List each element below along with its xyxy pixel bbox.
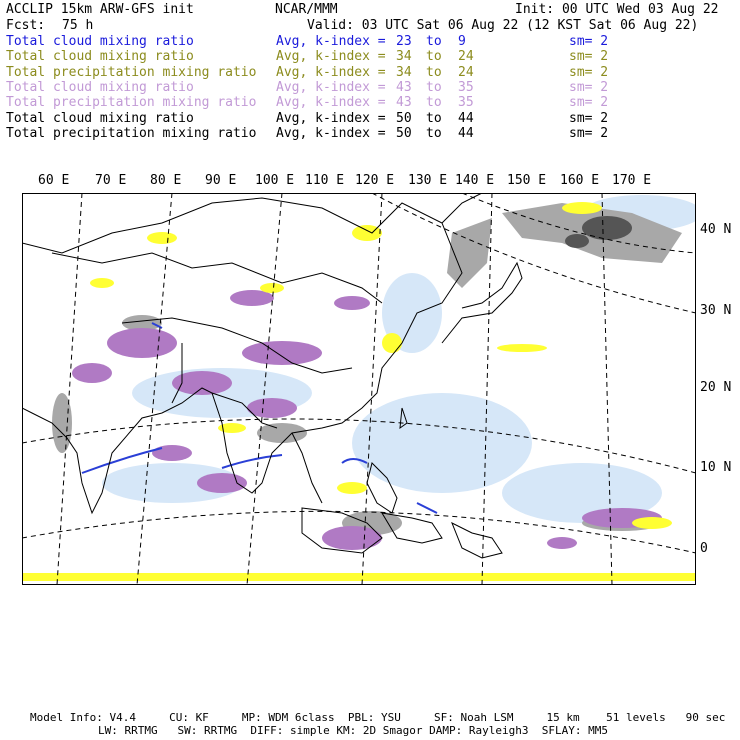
longitude-label: 100 E	[255, 173, 295, 188]
legend-avg-label: Avg, k-index =	[276, 110, 386, 126]
legend-field: Total precipitation mixing ratio	[6, 95, 257, 111]
legend-row	[6, 126, 736, 141]
legend-avg-label: Avg, k-index =	[276, 125, 386, 141]
longitude-label: 130 E	[408, 173, 448, 188]
longitude-label: 140 E	[455, 173, 495, 188]
legend-row	[6, 111, 736, 126]
forecast-label: Fcst:	[6, 18, 46, 33]
legend-k-from: 43	[396, 79, 412, 95]
longitude-label: 150 E	[507, 173, 547, 188]
valid-time: Valid: 03 UTC Sat 06 Aug 22 (12 KST Sat 06 Aug 22)	[307, 18, 699, 33]
legend-avg-label: Avg, k-index =	[276, 64, 386, 80]
legend-field: Total precipitation mixing ratio	[6, 64, 257, 80]
legend-k-to: 44	[458, 110, 474, 126]
longitude-label: 80 E	[150, 173, 182, 188]
latitude-label: 20 N	[700, 380, 732, 395]
latitude-label: 10 N	[700, 460, 732, 475]
legend-smoothing: sm= 2	[569, 64, 609, 80]
longitude-label: 120 E	[355, 173, 395, 188]
legend-row	[6, 65, 736, 80]
model-info-line1: Model Info: V4.4 CU: KF MP: WDM 6class PBL: YSU SF: Noah LSM 15 km 51 levels 90 sec	[30, 711, 726, 724]
legend-row	[6, 49, 736, 64]
forecast-hours: 75 h	[62, 18, 94, 33]
latitude-label: 30 N	[700, 303, 732, 318]
legend-k-to-word: to	[426, 110, 442, 126]
legend-avg-label: Avg, k-index =	[276, 49, 386, 65]
forecast-map	[22, 193, 696, 585]
legend-row	[6, 80, 736, 95]
legend-field: Total cloud mixing ratio	[6, 79, 194, 95]
model-title: ACCLIP 15km ARW-GFS init	[6, 2, 194, 17]
longitude-label: 160 E	[560, 173, 600, 188]
legend-k-from: 43	[396, 95, 412, 111]
legend-k-to: 35	[458, 95, 474, 111]
longitude-label: 60 E	[38, 173, 70, 188]
legend-row	[6, 34, 736, 49]
legend-avg-label: Avg, k-index =	[276, 34, 386, 49]
longitude-label: 170 E	[612, 173, 652, 188]
legend-field: Total cloud mixing ratio	[6, 110, 194, 126]
legend-k-from: 50	[396, 125, 412, 141]
latitude-label: 0	[700, 541, 708, 556]
legend-smoothing: sm= 2	[569, 95, 609, 111]
legend-row	[6, 95, 736, 110]
legend-smoothing: sm= 2	[569, 110, 609, 126]
legend-k-to-word: to	[426, 95, 442, 111]
longitude-label: 90 E	[205, 173, 237, 188]
legend-k-to: 44	[458, 125, 474, 141]
legend-smoothing: sm= 2	[569, 125, 609, 141]
legend-k-to: 24	[458, 64, 474, 80]
legend-k-to: 35	[458, 79, 474, 95]
legend-k-from: 50	[396, 110, 412, 126]
legend-k-from: 23	[396, 34, 412, 49]
legend-field: Total precipitation mixing ratio	[6, 125, 257, 141]
legend-k-to-word: to	[426, 64, 442, 80]
model-info-line2: LW: RRTMG SW: RRTMG DIFF: simple KM: 2D Smagor DAMP: Rayleigh3 SFLAY: MM5	[98, 724, 608, 737]
legend-k-to: 9	[458, 34, 466, 49]
center-name: NCAR/MMM	[275, 2, 338, 17]
init-time: Init: 00 UTC Wed 03 Aug 22	[515, 2, 719, 17]
legend-k-to-word: to	[426, 34, 442, 49]
longitude-label: 110 E	[305, 173, 345, 188]
legend-smoothing: sm= 2	[569, 34, 609, 49]
longitude-label: 70 E	[95, 173, 127, 188]
legend-k-from: 34	[396, 64, 412, 80]
legend-k-to-word: to	[426, 49, 442, 65]
legend-k-to-word: to	[426, 79, 442, 95]
legend-k-to-word: to	[426, 125, 442, 141]
legend-avg-label: Avg, k-index =	[276, 95, 386, 111]
legend-field: Total cloud mixing ratio	[6, 49, 194, 65]
legend-smoothing: sm= 2	[569, 79, 609, 95]
legend-field: Total cloud mixing ratio	[6, 34, 194, 49]
legend-k-to: 24	[458, 49, 474, 65]
legend-k-from: 34	[396, 49, 412, 65]
legend-avg-label: Avg, k-index =	[276, 79, 386, 95]
latitude-label: 40 N	[700, 222, 732, 237]
legend-smoothing: sm= 2	[569, 49, 609, 65]
